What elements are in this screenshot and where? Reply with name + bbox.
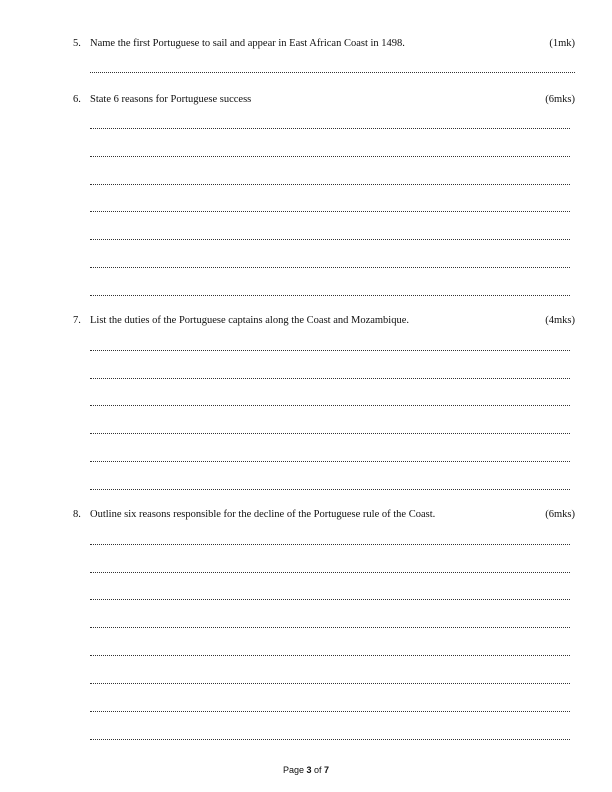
question-7 bbox=[73, 313, 575, 329]
answer-line[interactable] bbox=[90, 350, 570, 351]
question-text: State 6 reasons for Portuguese success bbox=[90, 94, 252, 105]
answer-line[interactable] bbox=[90, 295, 570, 296]
answer-line[interactable] bbox=[90, 655, 570, 656]
answer-line[interactable] bbox=[90, 156, 570, 157]
answer-line[interactable] bbox=[90, 711, 570, 712]
answer-line[interactable] bbox=[90, 184, 570, 185]
answer-line[interactable] bbox=[90, 378, 570, 379]
question-text: Outline six reasons responsible for the decline of the Portuguese rule of the Coast. bbox=[90, 509, 436, 520]
question-8 bbox=[73, 507, 575, 523]
question-text: Name the first Portuguese to sail and appear in East African Coast in 1498. bbox=[90, 38, 405, 49]
page-of-label: of bbox=[314, 765, 322, 775]
page-label: Page bbox=[282, 765, 304, 775]
answer-line[interactable] bbox=[90, 72, 575, 73]
answer-line[interactable] bbox=[90, 489, 570, 490]
answer-line[interactable] bbox=[90, 599, 570, 600]
question-text: List the duties of the Portuguese captains along the Coast and Mozambique. bbox=[90, 315, 410, 326]
answer-line[interactable] bbox=[90, 405, 570, 406]
answer-line[interactable] bbox=[90, 128, 570, 129]
question-number: 6. bbox=[73, 94, 81, 105]
question-number: 8. bbox=[73, 509, 81, 520]
answer-line[interactable] bbox=[90, 683, 570, 684]
question-marks: (6mks) bbox=[545, 94, 575, 105]
answer-line[interactable] bbox=[90, 461, 570, 462]
question-marks: (6mks) bbox=[545, 509, 575, 520]
total-pages-number: 7 bbox=[324, 765, 330, 775]
answer-line[interactable] bbox=[90, 572, 570, 573]
page-footer bbox=[0, 764, 612, 776]
question-number: 7. bbox=[73, 315, 81, 326]
current-page-number: 3 bbox=[306, 765, 312, 775]
question-5 bbox=[73, 36, 575, 52]
answer-line[interactable] bbox=[90, 544, 570, 545]
answer-line[interactable] bbox=[90, 267, 570, 268]
question-marks: (1mk) bbox=[549, 38, 575, 49]
question-6 bbox=[73, 92, 575, 108]
question-marks: (4mks) bbox=[545, 315, 575, 326]
answer-line[interactable] bbox=[90, 739, 570, 740]
answer-line[interactable] bbox=[90, 211, 570, 212]
answer-line[interactable] bbox=[90, 627, 570, 628]
answer-line[interactable] bbox=[90, 433, 570, 434]
answer-line[interactable] bbox=[90, 239, 570, 240]
question-number: 5. bbox=[73, 38, 81, 49]
